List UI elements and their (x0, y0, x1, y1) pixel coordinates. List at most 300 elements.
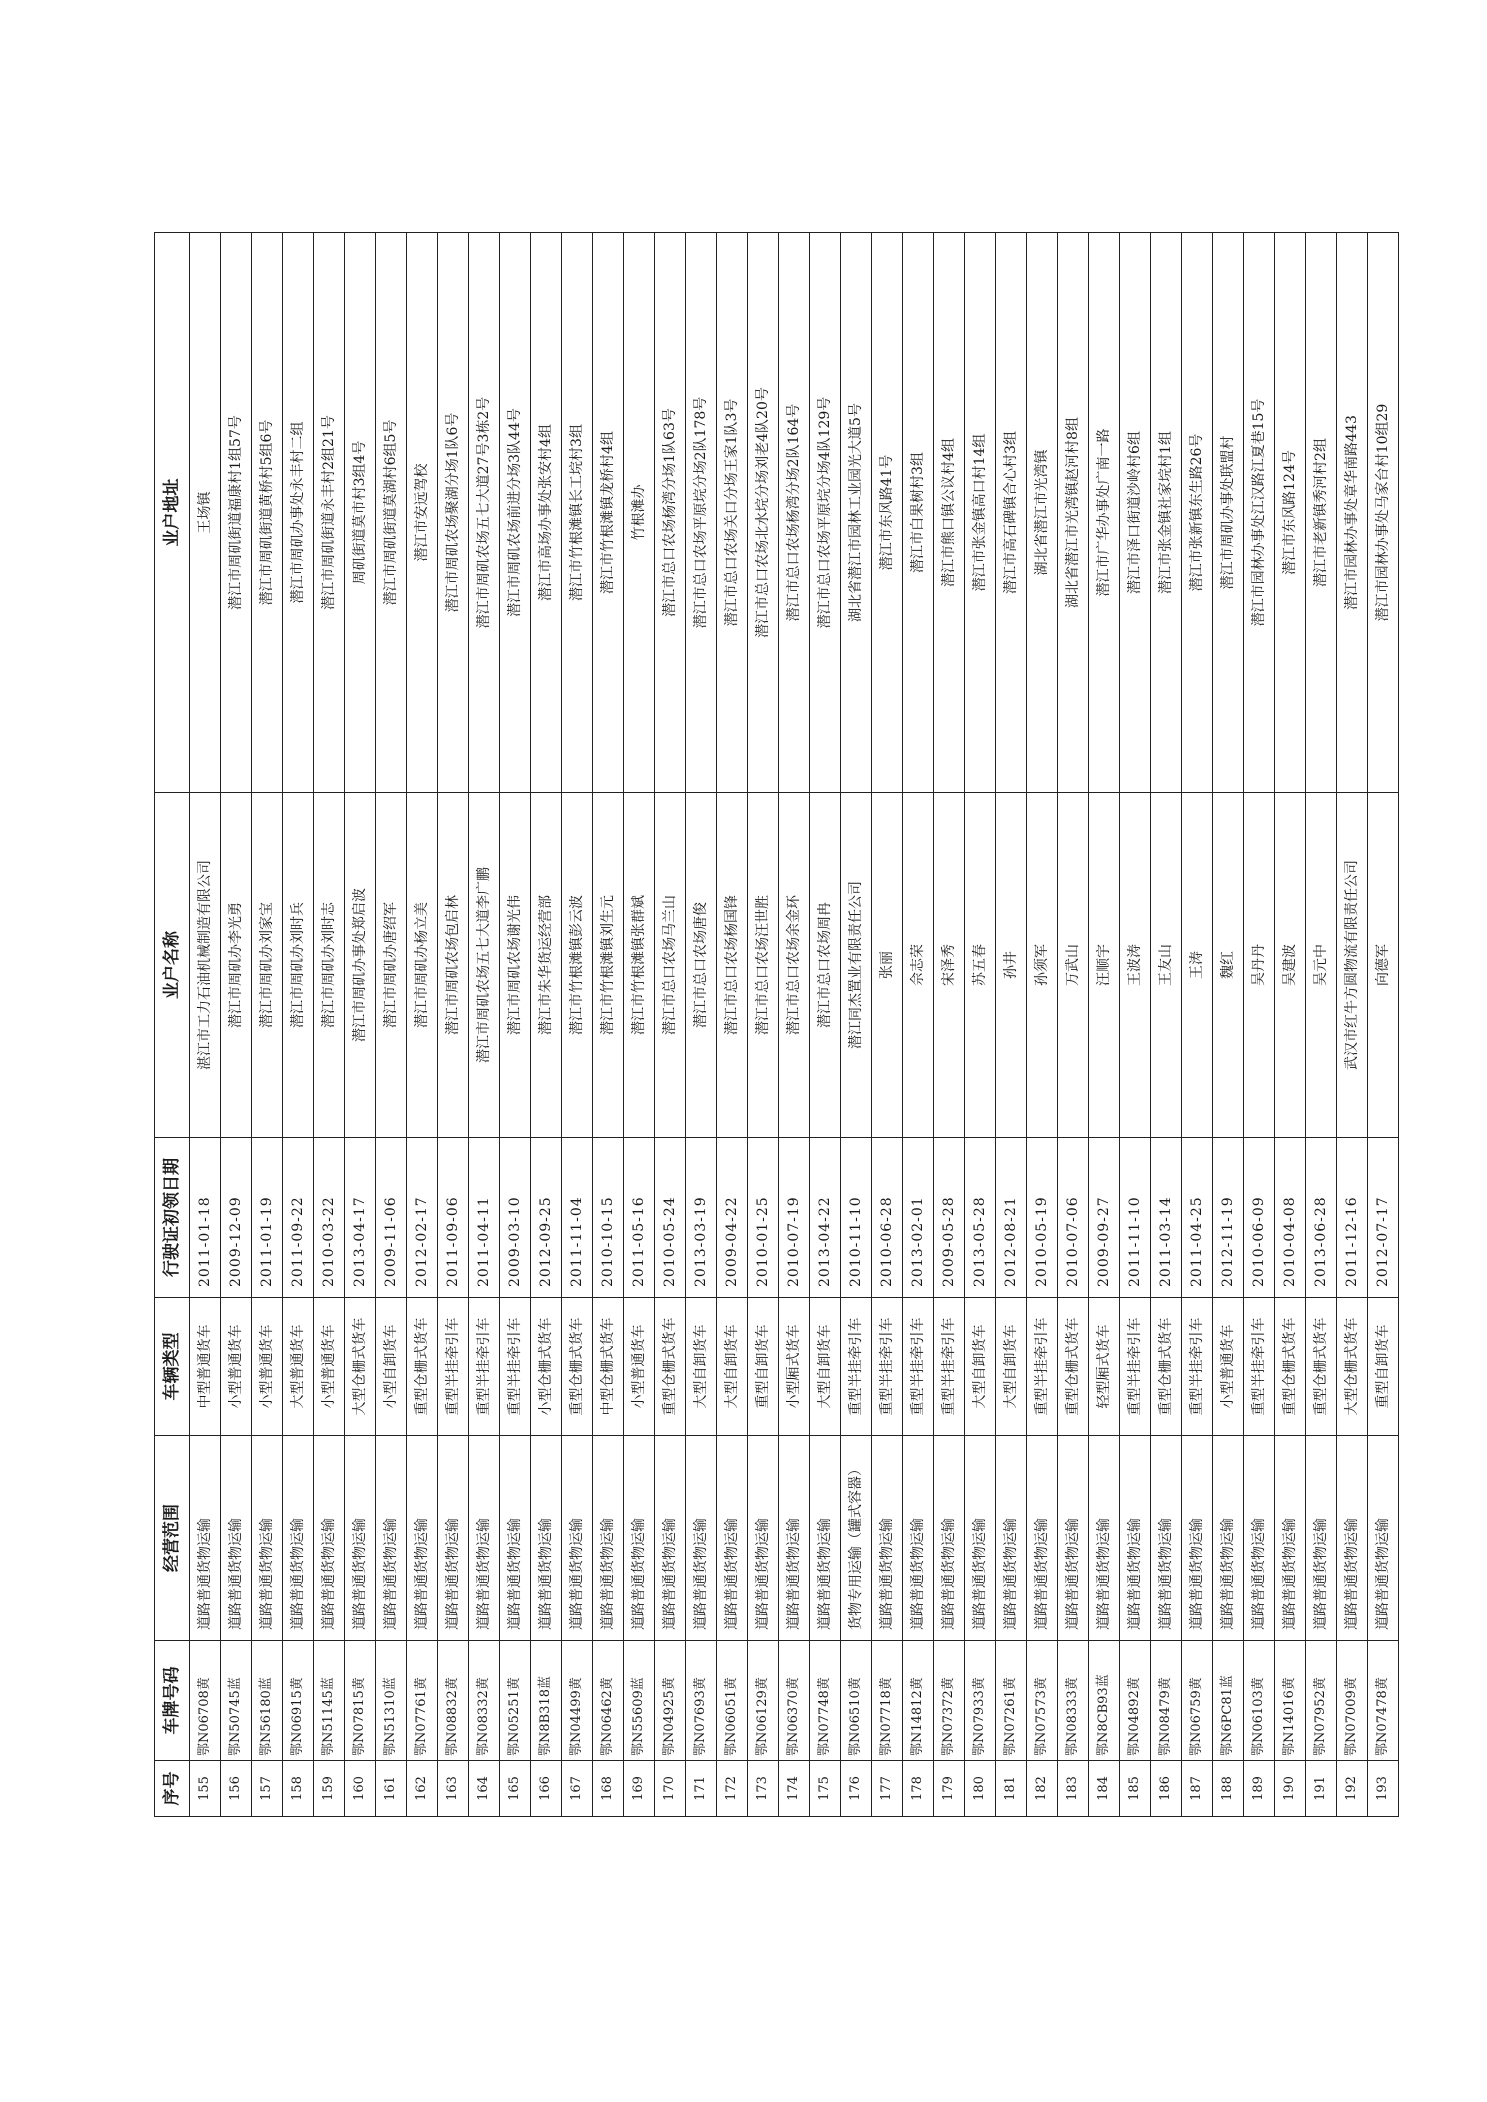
cell-seq: 179 (934, 1761, 965, 1817)
cell-seq: 163 (438, 1761, 469, 1817)
cell-owner-address: 潜江市张新镇东生路26号 (1182, 233, 1213, 793)
cell-scope: 道路普通货物运输 (376, 1436, 407, 1641)
cell-owner-name: 潜江市总口农场汪世胜 (748, 793, 779, 1138)
cell-license-date: 2011-09-06 (438, 1138, 469, 1298)
vehicle-registry-table-rotated (154, 233, 1391, 1817)
cell-license-date: 2013-04-22 (810, 1138, 841, 1298)
table-row (1306, 233, 1337, 1817)
cell-plate: 鄂N06129黄 (748, 1641, 779, 1761)
cell-scope: 道路普通货物运输 (934, 1436, 965, 1641)
cell-license-date: 2010-05-19 (1027, 1138, 1058, 1298)
cell-seq: 183 (1058, 1761, 1089, 1817)
cell-owner-address: 潜江市白果树村3组 (903, 233, 934, 793)
cell-scope: 道路普通货物运输 (965, 1436, 996, 1641)
cell-owner-address: 潜江市高石碑镇合心村3组 (996, 233, 1027, 793)
cell-vehicle-type: 中型普通货车 (190, 1298, 221, 1436)
cell-owner-name: 佘志荣 (903, 793, 934, 1138)
cell-seq: 160 (345, 1761, 376, 1817)
cell-plate: 鄂N06759黄 (1182, 1641, 1213, 1761)
cell-seq: 156 (221, 1761, 252, 1817)
cell-seq: 167 (562, 1761, 593, 1817)
cell-plate: 鄂N06915黄 (283, 1641, 314, 1761)
cell-seq: 188 (1213, 1761, 1244, 1817)
cell-plate: 鄂N06103黄 (1244, 1641, 1275, 1761)
cell-plate: 鄂N04499黄 (562, 1641, 593, 1761)
table-row (190, 233, 221, 1817)
cell-license-date: 2013-03-19 (686, 1138, 717, 1298)
cell-license-date: 2011-01-18 (190, 1138, 221, 1298)
cell-vehicle-type: 重型仓栅式货车 (1306, 1298, 1337, 1436)
cell-vehicle-type: 重型半挂牵引车 (934, 1298, 965, 1436)
cell-vehicle-type: 小型普通货车 (624, 1298, 655, 1436)
cell-vehicle-type: 重型仓栅式货车 (1151, 1298, 1182, 1436)
cell-plate: 鄂N55609蓝 (624, 1641, 655, 1761)
cell-owner-name: 王涛 (1182, 793, 1213, 1138)
cell-plate: 鄂N07372黄 (934, 1641, 965, 1761)
cell-vehicle-type: 大型仓栅式货车 (345, 1298, 376, 1436)
cell-vehicle-type: 重型自卸货车 (1368, 1298, 1399, 1436)
cell-seq: 164 (469, 1761, 500, 1817)
cell-scope: 道路普通货物运输 (1368, 1436, 1399, 1641)
cell-seq: 158 (283, 1761, 314, 1817)
cell-owner-address: 潜江市周矶农场前进分场3队44号 (500, 233, 531, 793)
cell-license-date: 2011-05-16 (624, 1138, 655, 1298)
cell-plate: 鄂N14016黄 (1275, 1641, 1306, 1761)
cell-vehicle-type: 小型仓栅式货车 (531, 1298, 562, 1436)
cell-owner-address: 潜江市张金镇高口村14组 (965, 233, 996, 793)
header-seq: 序号 (155, 1761, 190, 1817)
cell-scope: 道路普通货物运输 (252, 1436, 283, 1641)
cell-plate: 鄂N04892黄 (1120, 1641, 1151, 1761)
cell-owner-address: 潜江市泽口街道沙岭村6组 (1120, 233, 1151, 793)
cell-owner-address: 湖北省潜江市光湾镇 (1027, 233, 1058, 793)
table-row (438, 233, 469, 1817)
cell-scope: 道路普通货物运输 (717, 1436, 748, 1641)
cell-owner-address: 潜江市熊口镇公议村4组 (934, 233, 965, 793)
cell-license-date: 2011-12-16 (1337, 1138, 1368, 1298)
cell-license-date: 2013-02-01 (903, 1138, 934, 1298)
cell-owner-address: 潜江市老新镇秀河村2组 (1306, 233, 1337, 793)
cell-owner-name: 潜江市周矶办李光勇 (221, 793, 252, 1138)
table-row (779, 233, 810, 1817)
cell-owner-name: 王波涛 (1120, 793, 1151, 1138)
cell-owner-address: 潜江市周矶农场聚湖分场1队6号 (438, 233, 469, 793)
cell-plate: 鄂N07009黄 (1337, 1641, 1368, 1761)
cell-seq: 192 (1337, 1761, 1368, 1817)
cell-owner-address: 潜江市园林办事处马家台村10组29 (1368, 233, 1399, 793)
cell-vehicle-type: 重型半挂牵引车 (1182, 1298, 1213, 1436)
table-row (345, 233, 376, 1817)
cell-plate: 鄂N08479黄 (1151, 1641, 1182, 1761)
cell-license-date: 2009-12-09 (221, 1138, 252, 1298)
cell-owner-name: 武汉市红牛方圆物流有限责任公司 (1337, 793, 1368, 1138)
cell-vehicle-type: 大型普通货车 (283, 1298, 314, 1436)
cell-license-date: 2010-06-09 (1244, 1138, 1275, 1298)
cell-owner-name: 潜江市周矶农场五七大道李广鹏 (469, 793, 500, 1138)
cell-scope: 货物专用运输（罐式容器） (841, 1436, 872, 1641)
cell-scope: 道路普通货物运输 (779, 1436, 810, 1641)
cell-license-date: 2013-05-28 (965, 1138, 996, 1298)
cell-license-date: 2009-03-10 (500, 1138, 531, 1298)
table-row (1182, 233, 1213, 1817)
cell-seq: 184 (1089, 1761, 1120, 1817)
cell-owner-name: 孙须军 (1027, 793, 1058, 1138)
cell-scope: 道路普通货物运输 (1058, 1436, 1089, 1641)
cell-owner-address: 湖北省潜江市园林工业园光大道5号 (841, 233, 872, 793)
cell-owner-name: 潜江市周矶办刘家宝 (252, 793, 283, 1138)
table-row (407, 233, 438, 1817)
cell-plate: 鄂N07815黄 (345, 1641, 376, 1761)
cell-vehicle-type: 重型仓栅式货车 (1058, 1298, 1089, 1436)
cell-owner-name: 吴元中 (1306, 793, 1337, 1138)
cell-owner-name: 潜江市总口农场唐俊 (686, 793, 717, 1138)
cell-license-date: 2009-05-28 (934, 1138, 965, 1298)
cell-seq: 172 (717, 1761, 748, 1817)
cell-seq: 168 (593, 1761, 624, 1817)
cell-scope: 道路普通货物运输 (190, 1436, 221, 1641)
cell-scope: 道路普通货物运输 (1182, 1436, 1213, 1641)
cell-seq: 190 (1275, 1761, 1306, 1817)
cell-vehicle-type: 重型半挂牵引车 (1027, 1298, 1058, 1436)
cell-seq: 161 (376, 1761, 407, 1817)
cell-scope: 道路普通货物运输 (1213, 1436, 1244, 1641)
table-row (1244, 233, 1275, 1817)
cell-owner-name: 潜江市竹根滩镇张群斌 (624, 793, 655, 1138)
cell-scope: 道路普通货物运输 (500, 1436, 531, 1641)
cell-seq: 189 (1244, 1761, 1275, 1817)
cell-license-date: 2013-04-17 (345, 1138, 376, 1298)
cell-vehicle-type: 重型半挂牵引车 (438, 1298, 469, 1436)
table-header-row (155, 233, 190, 1817)
table-row (810, 233, 841, 1817)
cell-plate: 鄂N08333黄 (1058, 1641, 1089, 1761)
cell-scope: 道路普通货物运输 (1275, 1436, 1306, 1641)
cell-seq: 165 (500, 1761, 531, 1817)
cell-owner-address: 潜江市张金镇社家垸村1组 (1151, 233, 1182, 793)
cell-owner-address: 湖北省潜江市光湾镇赵河村8组 (1058, 233, 1089, 793)
cell-scope: 道路普通货物运输 (562, 1436, 593, 1641)
cell-owner-name: 潜江市周矶办事处郑启波 (345, 793, 376, 1138)
cell-license-date: 2009-09-27 (1089, 1138, 1120, 1298)
cell-owner-name: 潜江同杰置业有限责任公司 (841, 793, 872, 1138)
cell-owner-address: 潜江市竹根滩镇长工垸村3组 (562, 233, 593, 793)
cell-vehicle-type: 大型仓栅式货车 (1337, 1298, 1368, 1436)
cell-scope: 道路普通货物运输 (283, 1436, 314, 1641)
header-scope: 经营范围 (155, 1436, 190, 1641)
table-row (872, 233, 903, 1817)
cell-owner-name: 潜江市周矶办刘时兵 (283, 793, 314, 1138)
cell-seq: 166 (531, 1761, 562, 1817)
cell-owner-address: 潜江市高场办事处张安村4组 (531, 233, 562, 793)
cell-owner-address: 潜江市总口农场杨湾分场1队63号 (655, 233, 686, 793)
table-row (500, 233, 531, 1817)
cell-plate: 鄂N07693黄 (686, 1641, 717, 1761)
cell-seq: 176 (841, 1761, 872, 1817)
cell-owner-address: 潜江市周矶街道永丰村2组21号 (314, 233, 345, 793)
cell-vehicle-type: 重型仓栅式货车 (562, 1298, 593, 1436)
table-row (376, 233, 407, 1817)
cell-vehicle-type: 重型半挂牵引车 (1120, 1298, 1151, 1436)
table-row (686, 233, 717, 1817)
cell-license-date: 2009-11-06 (376, 1138, 407, 1298)
cell-owner-name: 潜江市朱华货运经营部 (531, 793, 562, 1138)
cell-plate: 鄂N51145蓝 (314, 1641, 345, 1761)
cell-owner-name: 苏五春 (965, 793, 996, 1138)
header-owner-address: 业户地址 (155, 233, 190, 793)
cell-license-date: 2009-04-22 (717, 1138, 748, 1298)
cell-plate: 鄂N6PC81蓝 (1213, 1641, 1244, 1761)
cell-license-date: 2011-11-10 (1120, 1138, 1151, 1298)
table-row (1027, 233, 1058, 1817)
table-row (283, 233, 314, 1817)
cell-scope: 道路普通货物运输 (1244, 1436, 1275, 1641)
cell-plate: 鄂N07748黄 (810, 1641, 841, 1761)
cell-vehicle-type: 重型仓栅式货车 (1275, 1298, 1306, 1436)
cell-plate: 鄂N07952黄 (1306, 1641, 1337, 1761)
cell-plate: 鄂N07718黄 (872, 1641, 903, 1761)
cell-license-date: 2010-11-10 (841, 1138, 872, 1298)
cell-plate: 鄂N8B318蓝 (531, 1641, 562, 1761)
table-row (965, 233, 996, 1817)
cell-plate: 鄂N05251黄 (500, 1641, 531, 1761)
cell-scope: 道路普通货物运输 (655, 1436, 686, 1641)
cell-seq: 186 (1151, 1761, 1182, 1817)
table-row (996, 233, 1027, 1817)
table-row (655, 233, 686, 1817)
cell-owner-address: 竹根滩办 (624, 233, 655, 793)
cell-license-date: 2010-06-28 (872, 1138, 903, 1298)
table-row (1275, 233, 1306, 1817)
table-row (1368, 233, 1399, 1817)
cell-vehicle-type: 小型普通货车 (252, 1298, 283, 1436)
cell-owner-address: 潜江市总口农场杨湾分场2队164号 (779, 233, 810, 793)
table-row (624, 233, 655, 1817)
cell-vehicle-type: 重型自卸货车 (748, 1298, 779, 1436)
cell-plate: 鄂N07573黄 (1027, 1641, 1058, 1761)
cell-license-date: 2012-08-21 (996, 1138, 1027, 1298)
cell-plate: 鄂N07261黄 (996, 1641, 1027, 1761)
cell-vehicle-type: 重型半挂牵引车 (1244, 1298, 1275, 1436)
cell-plate: 鄂N06051黄 (717, 1641, 748, 1761)
cell-vehicle-type: 重型半挂牵引车 (903, 1298, 934, 1436)
cell-license-date: 2011-03-14 (1151, 1138, 1182, 1298)
cell-license-date: 2011-04-25 (1182, 1138, 1213, 1298)
cell-owner-address: 潜江市广华办事处广南一路 (1089, 233, 1120, 793)
cell-vehicle-type: 大型自卸货车 (810, 1298, 841, 1436)
cell-owner-name: 吴建波 (1275, 793, 1306, 1138)
table-row (252, 233, 283, 1817)
table-row (1089, 233, 1120, 1817)
cell-seq: 155 (190, 1761, 221, 1817)
header-vehicle-type: 车辆类型 (155, 1298, 190, 1436)
table-row (531, 233, 562, 1817)
cell-license-date: 2012-02-17 (407, 1138, 438, 1298)
cell-plate: 鄂N06510黄 (841, 1641, 872, 1761)
cell-scope: 道路普通货物运输 (686, 1436, 717, 1641)
table-row (593, 233, 624, 1817)
cell-owner-address: 潜江市安远驾校 (407, 233, 438, 793)
cell-scope: 道路普通货物运输 (593, 1436, 624, 1641)
cell-plate: 鄂N06462黄 (593, 1641, 624, 1761)
cell-owner-address: 潜江市周矶街道黄桥村5组6号 (252, 233, 283, 793)
table-row (221, 233, 252, 1817)
table-row (1151, 233, 1182, 1817)
vehicle-registry-table (154, 232, 1399, 1817)
cell-scope: 道路普通货物运输 (1151, 1436, 1182, 1641)
cell-scope: 道路普通货物运输 (469, 1436, 500, 1641)
cell-owner-address: 潜江市周矶街道莫湖村6组5号 (376, 233, 407, 793)
cell-plate: 鄂N04925黄 (655, 1641, 686, 1761)
cell-owner-address: 潜江市东风路41号 (872, 233, 903, 793)
cell-scope: 道路普通货物运输 (438, 1436, 469, 1641)
cell-scope: 道路普通货物运输 (221, 1436, 252, 1641)
table-row (748, 233, 779, 1817)
cell-license-date: 2013-06-28 (1306, 1138, 1337, 1298)
cell-vehicle-type: 重型半挂牵引车 (841, 1298, 872, 1436)
cell-license-date: 2010-05-24 (655, 1138, 686, 1298)
cell-license-date: 2010-07-19 (779, 1138, 810, 1298)
cell-plate: 鄂N07933黄 (965, 1641, 996, 1761)
cell-seq: 193 (1368, 1761, 1399, 1817)
cell-owner-name: 潜江市总口农场杨国锋 (717, 793, 748, 1138)
cell-vehicle-type: 轻型厢式货车 (1089, 1298, 1120, 1436)
cell-owner-name: 潜江市周矶农场谢光伟 (500, 793, 531, 1138)
cell-scope: 道路普通货物运输 (903, 1436, 934, 1641)
cell-owner-name: 吴丹丹 (1244, 793, 1275, 1138)
cell-vehicle-type: 小型普通货车 (221, 1298, 252, 1436)
table-row (1120, 233, 1151, 1817)
cell-plate: 鄂N07761黄 (407, 1641, 438, 1761)
cell-owner-address: 潜江市总口农场平原垸分场4队129号 (810, 233, 841, 793)
cell-seq: 180 (965, 1761, 996, 1817)
cell-seq: 157 (252, 1761, 283, 1817)
cell-vehicle-type: 小型厢式货车 (779, 1298, 810, 1436)
cell-license-date: 2011-11-04 (562, 1138, 593, 1298)
table-body (190, 233, 1399, 1817)
cell-seq: 185 (1120, 1761, 1151, 1817)
cell-vehicle-type: 小型普通货车 (1213, 1298, 1244, 1436)
cell-plate: 鄂N08332黄 (469, 1641, 500, 1761)
table-row (903, 233, 934, 1817)
cell-scope: 道路普通货物运输 (1306, 1436, 1337, 1641)
table-row (1213, 233, 1244, 1817)
cell-vehicle-type: 大型自卸货车 (686, 1298, 717, 1436)
cell-license-date: 2010-10-15 (593, 1138, 624, 1298)
cell-owner-name: 潜江市总口农场马兰山 (655, 793, 686, 1138)
cell-scope: 道路普通货物运输 (407, 1436, 438, 1641)
cell-license-date: 2011-01-19 (252, 1138, 283, 1298)
cell-seq: 187 (1182, 1761, 1213, 1817)
cell-plate: 鄂N06370黄 (779, 1641, 810, 1761)
cell-seq: 191 (1306, 1761, 1337, 1817)
cell-vehicle-type: 小型自卸货车 (376, 1298, 407, 1436)
cell-owner-address: 潜江市总口农场关口分场王家1队3号 (717, 233, 748, 793)
cell-owner-address: 潜江市园林办事处江汉路江夏巷15号 (1244, 233, 1275, 793)
cell-seq: 177 (872, 1761, 903, 1817)
cell-scope: 道路普通货物运输 (1089, 1436, 1120, 1641)
table-row (934, 233, 965, 1817)
cell-seq: 169 (624, 1761, 655, 1817)
header-license-date: 行驶证初领日期 (155, 1138, 190, 1298)
cell-owner-name: 潜江市总口农场周冉 (810, 793, 841, 1138)
table-row (717, 233, 748, 1817)
cell-owner-address: 潜江市园林办事处章华南路443 (1337, 233, 1368, 793)
cell-owner-name: 万武山 (1058, 793, 1089, 1138)
cell-vehicle-type: 大型自卸货车 (996, 1298, 1027, 1436)
cell-seq: 171 (686, 1761, 717, 1817)
cell-owner-name: 张丽 (872, 793, 903, 1138)
cell-seq: 170 (655, 1761, 686, 1817)
cell-license-date: 2010-01-25 (748, 1138, 779, 1298)
cell-scope: 道路普通货物运输 (624, 1436, 655, 1641)
cell-owner-address: 潜江市竹根滩镇龙桥村4组 (593, 233, 624, 793)
cell-license-date: 2012-09-25 (531, 1138, 562, 1298)
cell-scope: 道路普通货物运输 (748, 1436, 779, 1641)
cell-scope: 道路普通货物运输 (810, 1436, 841, 1641)
cell-seq: 182 (1027, 1761, 1058, 1817)
cell-plate: 鄂N8CB93蓝 (1089, 1641, 1120, 1761)
table-row (1058, 233, 1089, 1817)
cell-license-date: 2011-04-11 (469, 1138, 500, 1298)
cell-vehicle-type: 大型自卸货车 (965, 1298, 996, 1436)
cell-license-date: 2010-07-06 (1058, 1138, 1089, 1298)
cell-scope: 道路普通货物运输 (1120, 1436, 1151, 1641)
cell-seq: 178 (903, 1761, 934, 1817)
cell-scope: 道路普通货物运输 (1027, 1436, 1058, 1641)
cell-vehicle-type: 重型半挂牵引车 (872, 1298, 903, 1436)
cell-owner-name: 潜江市竹根滩镇刘生元 (593, 793, 624, 1138)
cell-scope: 道路普通货物运输 (872, 1436, 903, 1641)
cell-owner-name: 汪顺宇 (1089, 793, 1120, 1138)
cell-plate: 鄂N50745蓝 (221, 1641, 252, 1761)
cell-owner-address: 潜江市周矶农场五七大道27号3栋2号 (469, 233, 500, 793)
cell-owner-name: 湛江市工力石油机械制造有限公司 (190, 793, 221, 1138)
table-row (1337, 233, 1368, 1817)
cell-vehicle-type: 小型普通货车 (314, 1298, 345, 1436)
cell-plate: 鄂N06708黄 (190, 1641, 221, 1761)
cell-plate: 鄂N08832黄 (438, 1641, 469, 1761)
cell-seq: 181 (996, 1761, 1027, 1817)
cell-vehicle-type: 重型仓栅式货车 (407, 1298, 438, 1436)
cell-owner-name: 潜江市竹根滩镇彭云波 (562, 793, 593, 1138)
cell-plate: 鄂N07478黄 (1368, 1641, 1399, 1761)
cell-license-date: 2012-07-17 (1368, 1138, 1399, 1298)
cell-seq: 159 (314, 1761, 345, 1817)
cell-owner-name: 潜江市周矶办杨立美 (407, 793, 438, 1138)
cell-scope: 道路普通货物运输 (345, 1436, 376, 1641)
cell-owner-name: 潜江市周矶办刘时志 (314, 793, 345, 1138)
table-row (469, 233, 500, 1817)
cell-license-date: 2012-11-19 (1213, 1138, 1244, 1298)
cell-vehicle-type: 重型半挂牵引车 (500, 1298, 531, 1436)
cell-vehicle-type: 重型半挂牵引车 (469, 1298, 500, 1436)
cell-vehicle-type: 重型仓栅式货车 (655, 1298, 686, 1436)
cell-owner-name: 潜江市总口农场余金环 (779, 793, 810, 1138)
cell-scope: 道路普通货物运输 (314, 1436, 345, 1641)
cell-plate: 鄂N51310蓝 (376, 1641, 407, 1761)
cell-seq: 162 (407, 1761, 438, 1817)
cell-owner-address: 潜江市总口农场北水垸分场刘老4队20号 (748, 233, 779, 793)
cell-owner-name: 向德军 (1368, 793, 1399, 1138)
cell-owner-address: 王场镇 (190, 233, 221, 793)
cell-owner-address: 潜江市周矶办事处联盟村 (1213, 233, 1244, 793)
cell-owner-name: 王友山 (1151, 793, 1182, 1138)
cell-seq: 173 (748, 1761, 779, 1817)
cell-owner-name: 潜江市周矶农场包启林 (438, 793, 469, 1138)
cell-owner-address: 周矶街道莫市村3组4号 (345, 233, 376, 793)
cell-license-date: 2010-04-08 (1275, 1138, 1306, 1298)
cell-owner-name: 孙井 (996, 793, 1027, 1138)
